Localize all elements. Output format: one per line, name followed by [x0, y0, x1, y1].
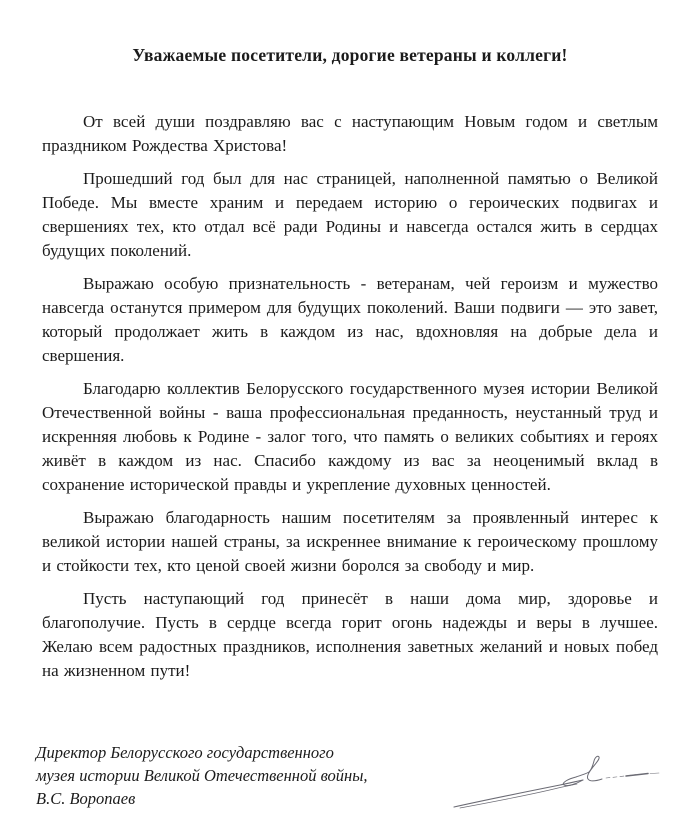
- paragraph-visitors: Выражаю благодарность нашим посетителям за проявленный интерес к великой истории нашей страны, за искреннее внимание к героическому прошлому и стойкости тех, кто ценой своей жизни боролся за свободу и мир.: [42, 508, 658, 575]
- signature-line-name: В.С. Воропаев: [36, 789, 136, 808]
- letter-body: [42, 110, 658, 683]
- paragraph-greeting: От всей души поздравляю вас с наступающим Новым годом и светлым праздником Рождества Христова!: [42, 112, 658, 155]
- letter-title: Уважаемые посетители, дорогие ветераны и коллеги!: [132, 45, 568, 65]
- paragraph-wishes: Пусть наступающий год принесёт в наши дома мир, здоровье и благополучие. Пусть в сердце всегда горит огонь надежды и веры в лучшее. Желаю всем радостных праздников, исполнения заветных желаний и новых побед на жизненном пути!: [42, 589, 658, 680]
- paragraph-museum-staff: Благодарю коллектив Белорусского государственного музея истории Великой Отечественной войны - ваша профессиональная преданность, неустанный труд и искренняя любовь к Родине - залог того, что память о великих событиях и героях живёт в каждом из нас. Спасибо каждому из вас за неоценимый вклад в сохранение исторической правды и укрепление духовных ценностей.: [42, 379, 658, 494]
- paragraph-past-year: Прошедший год был для нас страницей, наполненной памятью о Великой Победе. Мы вместе храним и передаем историю о героических подвигах и свершениях тех, кто отдал всё ради Родины и навсегда остался жить в сердцах будущих поколений.: [42, 169, 658, 260]
- signature-line-organization: музея истории Великой Отечественной войны,: [36, 766, 368, 785]
- signature-block: [36, 741, 368, 810]
- signature-line-position: Директор Белорусского государственного: [36, 743, 334, 762]
- handwritten-signature-icon: [430, 740, 698, 823]
- paragraph-veterans: Выражаю особую признательность - ветеранам, чей героизм и мужество навсегда останутся примером для будущих поколений. Ваши подвиги — это завет, который продолжает жить в каждом из нас, вдохновляя на добрые дела и свершения.: [42, 274, 658, 365]
